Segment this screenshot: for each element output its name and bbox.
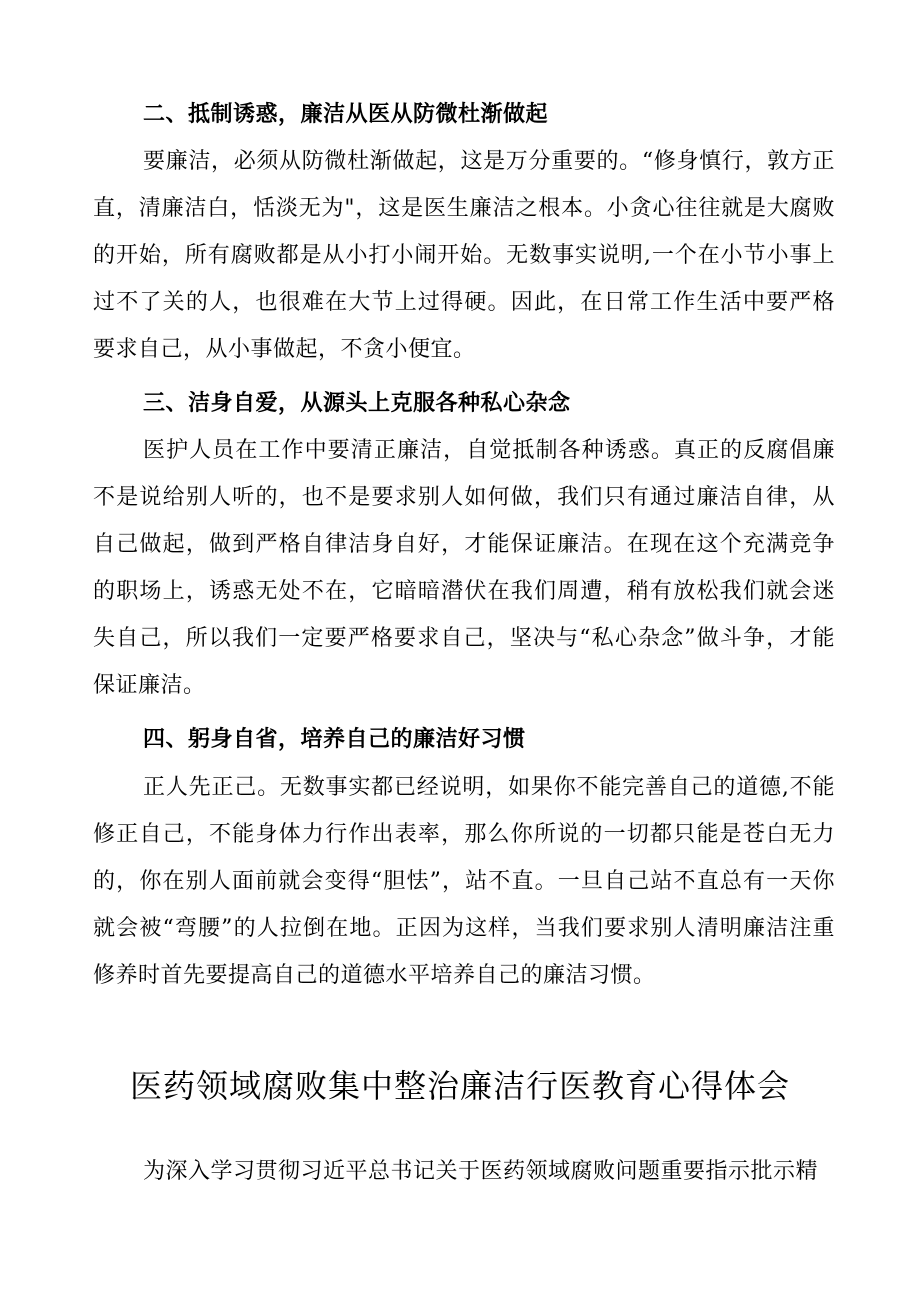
section-paragraph-3: 医护人员在工作中要清正廉洁，自觉抵制各种诱惑。真正的反腐倡廉不是说给别人听的，也不是要求别人如何做，我们只有通过廉洁自律，从自己做起，做到严格自律洁身自好，才能保证廉洁。在现在这个充满竞争的职场上，诱惑无处不在，它暗暗潜伏在我们周遭，稍有放松我们就会迷失自己，所以我们一定要严格要求自己，坚决与“私心杂念”做斗争，才能保证廉洁。 bbox=[93, 438, 835, 698]
article-lead-paragraph: 为深入学习贯彻习近平总书记关于医药领域腐败问题重要指示批示精 bbox=[143, 1159, 819, 1184]
article-title: 医药领域腐败集中整治廉洁行医教育心得体会 bbox=[129, 1067, 790, 1105]
section-paragraph-2: 要廉洁，必须从防微杜渐做起，这是万分重要的。“修身慎行，敦方正直，清廉洁白，恬淡无为"，这是医生廉洁之根本。小贪心往往就是大腐败的开始，所有腐败都是从小打小闹开始。无数事实说明,一个在小节小事上过不了关的人，也很难在大节上过得硬。因此，在日常工作生活中要严格要求自己，从小事做起，不贪小便宜。 bbox=[93, 149, 835, 362]
section-heading-2: 二、抵制诱惑，廉洁从医从防微杜渐做起 bbox=[143, 102, 549, 127]
section-paragraph-4: 正人先正己。无数事实都已经说明，如果你不能完善自己的道德,不能修正自己，不能身体力行作出表率，那么你所说的一切都只能是苍白无力的，你在别人面前就会变得“胆怯”，站不直。一旦自己站不直总有一天你就会被“弯腰”的人拉倒在地。正因为这样，当我们要求别人清明廉洁注重修养时首先要提高自己的道德水平培养自己的廉洁习惯。 bbox=[93, 775, 835, 988]
section-heading-4: 四、躬身自省，培养自己的廉洁好习惯 bbox=[143, 727, 526, 752]
section-heading-3: 三、洁身自爱，从源头上克服各种私心杂念 bbox=[143, 391, 571, 416]
